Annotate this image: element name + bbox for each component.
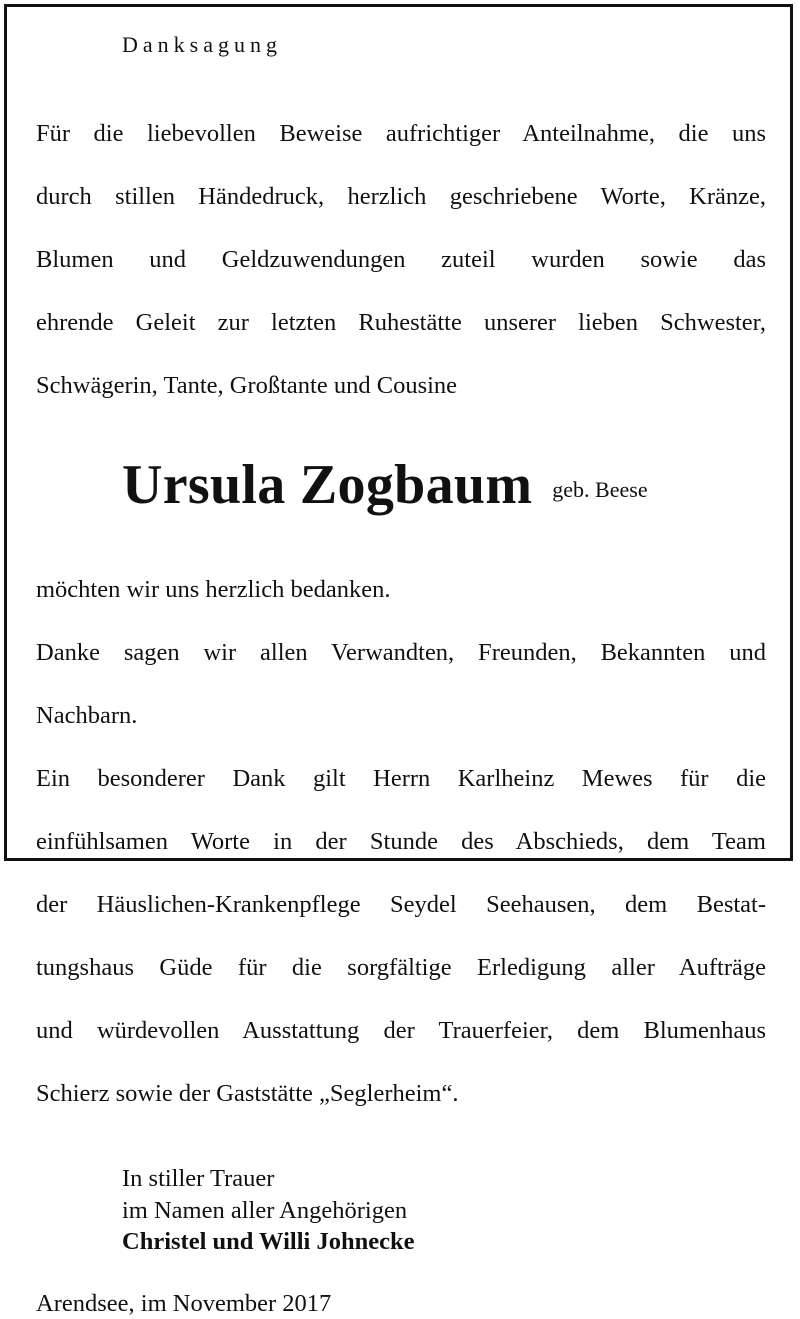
deceased-name: Ursula Zogbaum — [122, 455, 532, 515]
obituary-notice — [36, 30, 766, 1319]
thanks-line: der Häuslichen-Krankenpflege Seydel Seehausen, dem Bestat- — [36, 889, 766, 921]
thanks-line: Nachbarn. — [36, 700, 766, 732]
thanks-line: möchten wir uns herzlich bedanken. — [36, 574, 766, 606]
relatives-line: im Namen aller Angehörigen — [122, 1195, 766, 1227]
intro-line: Blumen und Geldzuwendungen zuteil wurden sowie das — [36, 244, 766, 276]
signatory-names: Christel und Willi Johnecke — [122, 1226, 766, 1258]
maiden-name: geb. Beese — [552, 477, 647, 503]
intro-line: ehrende Geleit zur letzten Ruhestätte unserer lieben Schwester, — [36, 307, 766, 339]
place-date: Arendsee, im November 2017 — [36, 1288, 766, 1319]
thanks-paragraph — [36, 543, 766, 1142]
intro-line: durch stillen Händedruck, herzlich geschriebene Worte, Kränze, — [36, 181, 766, 213]
intro-line: Schwägerin, Tante, Großtante und Cousine — [36, 370, 766, 402]
notice-heading: Danksagung — [122, 30, 766, 60]
thanks-line: Danke sagen wir allen Verwandten, Freunden, Bekannten und — [36, 637, 766, 669]
intro-paragraph — [36, 86, 766, 433]
signature-block — [122, 1163, 766, 1258]
thanks-line: tungshaus Güde für die sorgfältige Erledigung aller Aufträge — [36, 952, 766, 984]
mourning-line: In stiller Trauer — [122, 1163, 766, 1195]
thanks-line: Schierz sowie der Gaststätte „Seglerheim“. — [36, 1078, 766, 1110]
thanks-line: einfühlsamen Worte in der Stunde des Abschieds, dem Team — [36, 826, 766, 858]
thanks-line: Ein besonderer Dank gilt Herrn Karlheinz Mewes für die — [36, 763, 766, 795]
intro-line: Für die liebevollen Beweise aufrichtiger Anteilnahme, die uns — [36, 118, 766, 150]
thanks-line: und würdevollen Ausstattung der Trauerfeier, dem Blumenhaus — [36, 1015, 766, 1047]
deceased-name-row — [122, 455, 766, 533]
